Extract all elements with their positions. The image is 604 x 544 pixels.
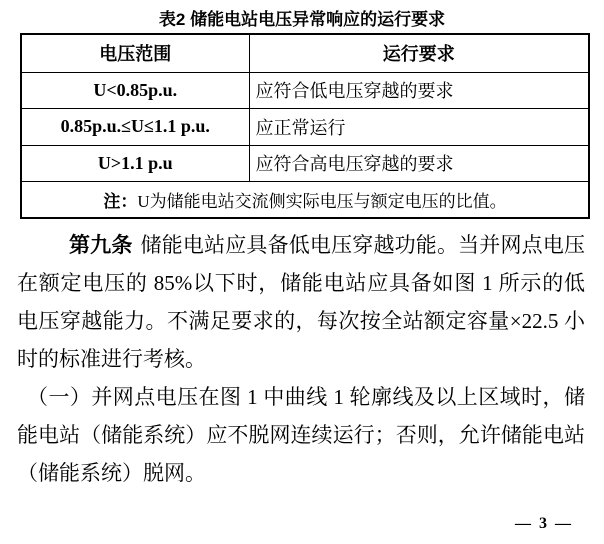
operation-requirement-value: 应正常运行 <box>249 108 589 145</box>
voltage-response-table <box>20 33 590 219</box>
voltage-range-value: 0.85p.u.≤U≤1.1 p.u. <box>21 108 249 145</box>
operation-requirement-value: 应符合低电压穿越的要求 <box>249 72 589 108</box>
table-note-cell <box>21 181 589 218</box>
table-row <box>21 145 589 181</box>
article-number: 第九条 <box>69 233 133 257</box>
paragraph-clause-1: （一）并网点电压在图 1 中曲线 1 轮廓线及以上区域时，储能电站（储能系统）应不脱网连续运行；否则，允许储能电站（储能系统）脱网。 <box>17 385 585 485</box>
table-header-row <box>21 34 589 72</box>
table-caption: 表2 储能电站电压异常响应的运行要求 <box>158 10 446 29</box>
page-number: — 3 — <box>515 515 573 532</box>
column-header-voltage-range: 电压范围 <box>21 34 249 72</box>
note-text: U为储能电站交流侧实际电压与额定电压的比值。 <box>137 191 507 211</box>
column-header-operation-requirement: 运行要求 <box>249 34 589 72</box>
operation-requirement-value: 应符合高电压穿越的要求 <box>249 145 589 181</box>
voltage-range-value: U<0.85p.u. <box>21 72 249 108</box>
paragraph-text: 储能电站应具备低电压穿越功能。当并网点电压在额定电压的 85%以下时，储能电站应具备如图 1 所示的低电压穿越能力。不满足要求的，每次按全站额定容量×22.5 小时的标准进行考核。 <box>17 233 586 371</box>
table-row <box>21 72 589 108</box>
note-label: 注： <box>103 191 138 211</box>
table-row <box>21 108 589 145</box>
document-body <box>17 226 585 492</box>
paragraph-article-9 <box>17 226 585 378</box>
voltage-range-value: U>1.1 p.u <box>21 145 249 181</box>
table-note-row <box>21 181 589 218</box>
